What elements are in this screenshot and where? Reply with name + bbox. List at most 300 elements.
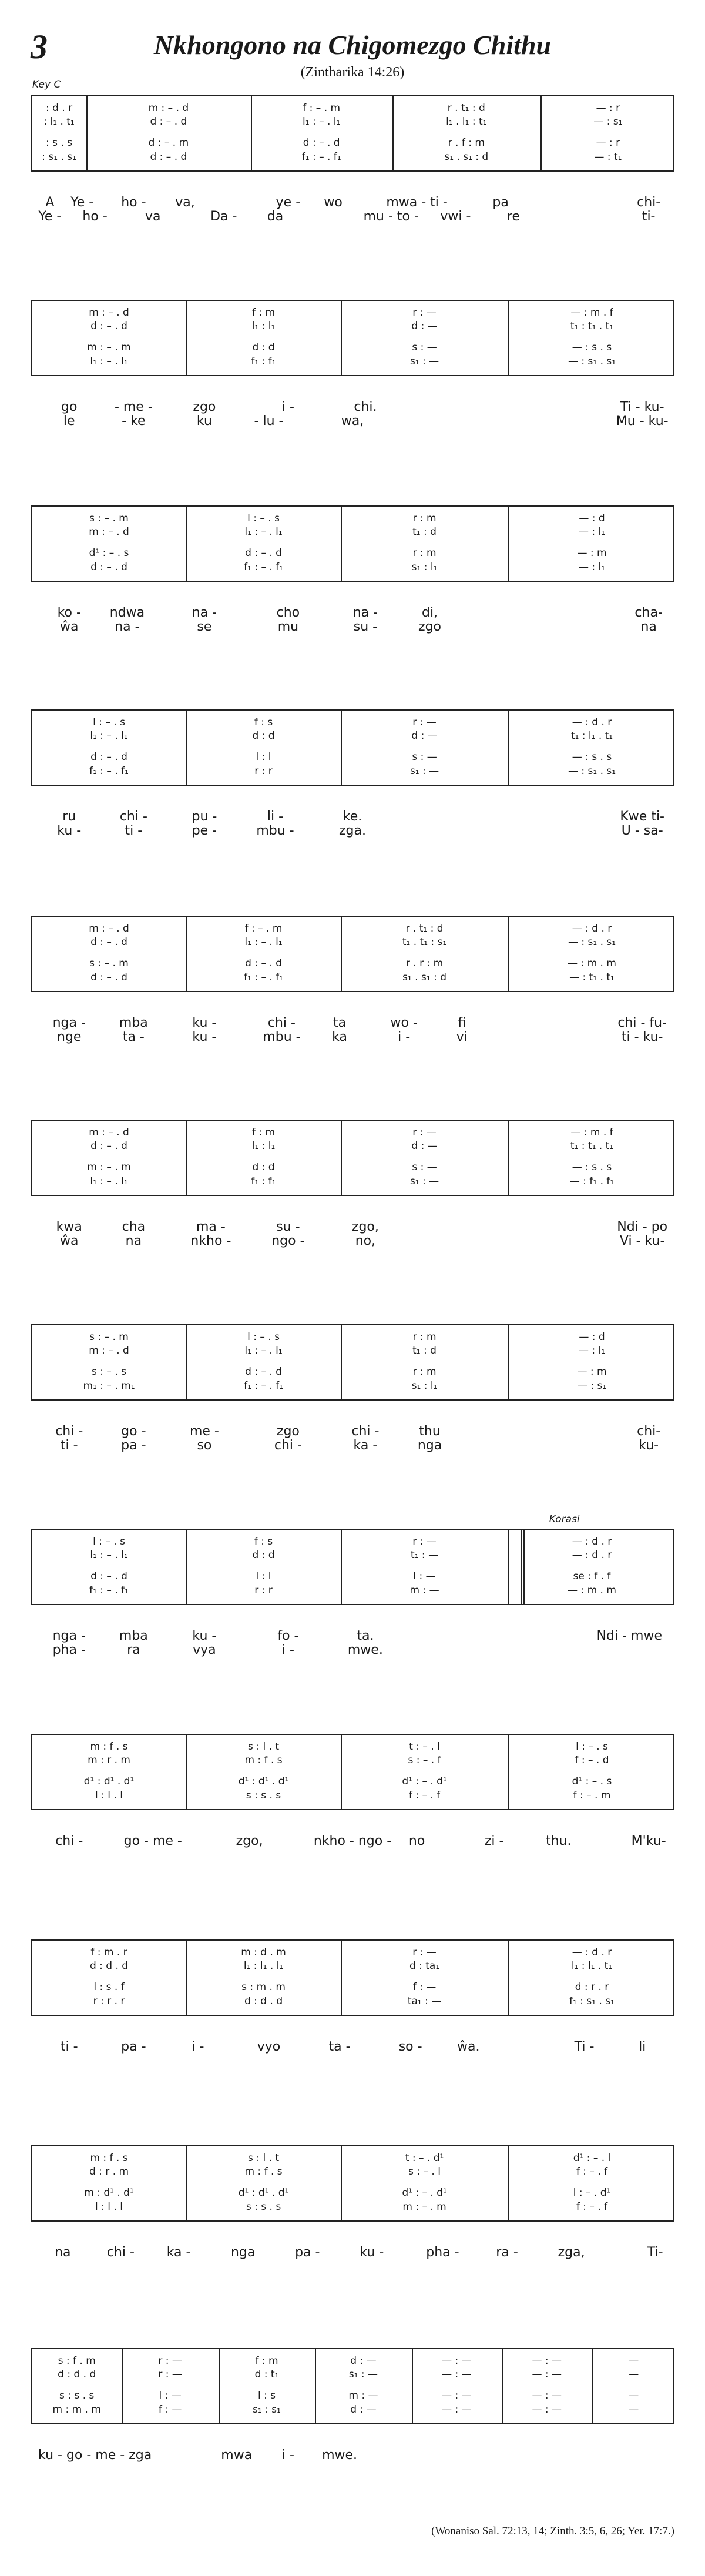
solfa-measure: — : l₁ xyxy=(578,1345,606,1356)
lyric-syllable: mbu - xyxy=(263,1030,301,1044)
solfa-measure: se : f . f xyxy=(573,1570,611,1582)
lyric-syllable: va, xyxy=(175,195,195,210)
lyric-syllable: mu xyxy=(277,619,299,634)
lyric-line xyxy=(31,605,674,621)
voice-part xyxy=(32,1175,673,1188)
solfa-measure: m : m . m xyxy=(52,2404,101,2416)
staff xyxy=(31,1324,674,1401)
voice-part xyxy=(32,1570,673,1583)
solfa-measure: d : d xyxy=(252,341,275,353)
lyric-syllable: chi - xyxy=(106,2245,135,2260)
lyric-syllable: ku - go - me - zga xyxy=(38,2448,152,2463)
voice-part xyxy=(32,751,673,763)
solfa-measure: l : – . s xyxy=(93,716,125,728)
solfa-measure: — : s . s xyxy=(572,341,612,353)
staff xyxy=(31,505,674,582)
lyric-syllable: cho xyxy=(276,605,300,620)
voice-part xyxy=(32,1995,673,2008)
solfa-measure: — : — xyxy=(442,2369,472,2380)
solfa-measure: — : d xyxy=(579,1331,605,1343)
solfa-measure: d : d xyxy=(252,1161,275,1173)
key-signature: Key C xyxy=(32,79,61,91)
lyric-syllable: chi- xyxy=(637,1424,661,1439)
lyric-syllable: fi xyxy=(458,1016,466,1030)
staff xyxy=(31,916,674,992)
solfa-measure: — : d . r xyxy=(572,1549,612,1561)
lyric-syllable: Ti - xyxy=(574,2039,595,2054)
solfa-measure: — : s₁ xyxy=(593,116,623,128)
lyric-syllable: Ye - xyxy=(70,195,94,210)
lyric-line xyxy=(31,1834,674,1849)
lyric-line xyxy=(31,1016,674,1031)
solfa-measure: — : d . r xyxy=(572,1536,612,1547)
solfa-measure: d : – . d xyxy=(150,151,187,163)
lyric-syllable: - me - xyxy=(114,400,153,414)
lyric-syllable: na xyxy=(125,1234,142,1248)
solfa-measure: m : – . d xyxy=(89,526,129,538)
lyric-syllable: wa, xyxy=(341,414,364,428)
voice-part xyxy=(32,1946,673,1959)
solfa-measure: — : s . s xyxy=(572,751,612,763)
solfa-measure: l : l xyxy=(256,1570,271,1582)
lyric-syllable: i - xyxy=(281,400,294,414)
solfa-measure: m : – . d xyxy=(89,1127,129,1138)
solfa-measure: f : m . r xyxy=(90,1947,127,1958)
solfa-measure: s : — xyxy=(412,341,437,353)
lyric-syllable: vya xyxy=(193,1643,216,1657)
solfa-measure: s : s . s xyxy=(246,2201,281,2213)
solfa-measure: f : – . m xyxy=(573,1790,611,1801)
solfa-measure: l : l . l xyxy=(95,2201,123,2213)
lyric-syllable: su - xyxy=(276,1220,300,1234)
voice-part xyxy=(32,136,673,149)
solfa-measure: t₁ . t₁ : s₁ xyxy=(402,936,447,948)
staff xyxy=(31,2348,674,2424)
solfa-measure: — : t₁ xyxy=(594,151,622,163)
solfa-measure: r : r xyxy=(254,765,273,777)
solfa-measure: — xyxy=(629,2355,639,2367)
lyric-syllable: zi - xyxy=(484,1834,504,1848)
solfa-measure: r : m xyxy=(412,512,437,524)
solfa-measure: t₁ : d xyxy=(412,1345,437,1356)
staff xyxy=(31,1734,674,1810)
voice-part xyxy=(32,2152,673,2165)
solfa-measure: f : m xyxy=(252,307,276,319)
solfa-measure: d¹ : d¹ . d¹ xyxy=(238,2187,289,2199)
lyric-syllable: zgo xyxy=(418,619,442,634)
solfa-measure: — : s₁ xyxy=(577,1380,607,1392)
lyric-syllable: chi - xyxy=(55,1424,83,1439)
voice-part xyxy=(32,765,673,778)
solfa-measure: r : — xyxy=(412,716,437,728)
solfa-measure: l : – . s xyxy=(576,1741,608,1753)
solfa-measure: r : m xyxy=(412,1331,437,1343)
voice-part xyxy=(32,1959,673,1972)
lyric-syllable: chi. xyxy=(354,400,377,414)
solfa-measure: : d . r xyxy=(46,102,73,114)
staff xyxy=(31,95,674,172)
lyric-syllable: pha - xyxy=(426,2245,459,2260)
lyric-syllable: Ye - xyxy=(38,209,62,224)
lyric-syllable: mba xyxy=(119,1016,148,1030)
solfa-measure: — : s₁ . s₁ xyxy=(568,936,616,948)
scripture-reference: (Zintharika 14:26) xyxy=(300,65,405,80)
solfa-measure: d : – . d xyxy=(90,936,127,948)
lyric-syllable: mwe. xyxy=(347,1643,383,1657)
lyric-syllable: ngo - xyxy=(271,1234,305,1248)
solfa-measure: d : d . d xyxy=(89,1960,129,1972)
solfa-measure: — : l₁ xyxy=(578,526,606,538)
solfa-measure: r : r . r xyxy=(93,1995,125,2007)
lyric-line xyxy=(31,809,674,825)
lyric-line xyxy=(31,1629,674,1644)
solfa-measure: s : — xyxy=(412,751,437,763)
lyric-syllable: ra xyxy=(127,1643,140,1657)
solfa-measure: : s₁ . s₁ xyxy=(42,151,76,163)
lyric-syllable: ŵa xyxy=(60,619,79,634)
solfa-measure: r . t₁ : d xyxy=(405,923,444,934)
lyric-syllable: ti - xyxy=(125,823,143,838)
solfa-measure: — : m . f xyxy=(570,1127,613,1138)
solfa-measure: f : s xyxy=(254,716,273,728)
lyric-syllable: zgo, xyxy=(351,1220,379,1234)
solfa-measure: — : m xyxy=(577,1366,607,1378)
lyric-syllable: ko - xyxy=(57,605,81,620)
lyric-syllable: di, xyxy=(421,605,438,620)
lyric-syllable: thu xyxy=(419,1424,441,1439)
lyric-syllable: ka - xyxy=(353,1438,378,1453)
solfa-measure: l₁ : – . l₁ xyxy=(244,936,283,948)
lyric-syllable: chi - xyxy=(274,1438,302,1453)
lyric-syllable: no xyxy=(408,1834,425,1848)
lyric-syllable: nga - xyxy=(52,1629,86,1643)
solfa-measure: — : d . r xyxy=(572,716,612,728)
lyric-syllable: li xyxy=(639,2039,646,2054)
solfa-measure: f : – . f xyxy=(408,1790,441,1801)
solfa-measure: d¹ : – . s xyxy=(89,547,129,559)
lyric-syllable: ku - xyxy=(57,823,82,838)
lyric-syllable: ndwa xyxy=(109,605,145,620)
voice-part xyxy=(32,2354,673,2367)
lyric-syllable: ti - xyxy=(60,1438,78,1453)
voice-part xyxy=(32,1981,673,1994)
lyric-syllable: Ti- xyxy=(647,2245,663,2260)
voice-part xyxy=(32,115,673,128)
voice-part xyxy=(32,1365,673,1378)
solfa-measure: r : — xyxy=(412,307,437,319)
solfa-measure: d : — xyxy=(350,2355,377,2367)
solfa-measure: d : d xyxy=(252,730,275,742)
lyric-syllable: zga. xyxy=(339,823,366,838)
solfa-measure: s₁ . s₁ : d xyxy=(444,151,489,163)
solfa-measure: s : – . f xyxy=(408,1754,441,1766)
chorus-label: Korasi xyxy=(549,1513,580,1525)
lyric-syllable: nga xyxy=(230,2245,256,2260)
lyric-syllable: zgo, xyxy=(236,1834,263,1848)
hymn-number: 3 xyxy=(31,28,48,66)
solfa-measure: l : – . s xyxy=(93,1536,125,1547)
solfa-measure: m : f . s xyxy=(90,2152,128,2164)
solfa-measure: s : – . l xyxy=(408,2166,441,2178)
lyric-syllable: - lu - xyxy=(254,414,284,428)
solfa-measure: r : — xyxy=(158,2355,182,2367)
solfa-measure: m : d¹ . d¹ xyxy=(84,2187,134,2199)
lyric-syllable: mbu - xyxy=(256,823,294,838)
lyric-syllable: i - xyxy=(398,1030,411,1044)
lyric-syllable: ti - xyxy=(60,2039,78,2054)
lyric-syllable: nga - xyxy=(52,1016,86,1030)
voice-part xyxy=(32,729,673,742)
lyric-line xyxy=(31,2448,674,2463)
lyric-syllable: ta - xyxy=(328,2039,351,2054)
solfa-measure: d : – . d xyxy=(90,1570,127,1582)
lyric-syllable: wo xyxy=(324,195,343,210)
lyric-syllable: su - xyxy=(353,619,378,634)
lyric-syllable: ku - xyxy=(192,1629,217,1643)
solfa-measure: — : r xyxy=(596,102,620,114)
solfa-measure: d¹ : – . s xyxy=(572,1776,612,1787)
lyric-syllable: so - xyxy=(398,2039,422,2054)
voice-part xyxy=(32,936,673,949)
voice-part xyxy=(32,2403,673,2416)
voice-part xyxy=(32,1740,673,1753)
solfa-measure: r : — xyxy=(158,2369,182,2380)
solfa-measure: m : – . d xyxy=(89,1345,129,1356)
lyric-syllable: le xyxy=(63,414,75,428)
lyric-line xyxy=(31,414,674,429)
solfa-measure: m : — xyxy=(348,2390,378,2401)
solfa-measure: f₁ : f₁ xyxy=(251,1175,276,1187)
lyric-syllable: nkho - ngo - xyxy=(313,1834,392,1848)
lyric-line xyxy=(31,400,674,415)
lyric-line xyxy=(31,209,674,225)
solfa-measure: f₁ : s₁ . s₁ xyxy=(569,1995,615,2007)
lyric-syllable: ŵa xyxy=(60,1234,79,1248)
solfa-measure: d : — xyxy=(411,1140,438,1152)
lyric-syllable: mwe. xyxy=(322,2448,358,2463)
lyric-syllable: thu. xyxy=(545,1834,572,1848)
solfa-measure: l₁ : – . l₁ xyxy=(244,1345,283,1356)
lyric-syllable: me - xyxy=(189,1424,219,1439)
solfa-measure: s₁ : — xyxy=(348,2369,378,2380)
lyric-syllable: cha xyxy=(122,1220,146,1234)
solfa-measure: d : t₁ xyxy=(254,2369,279,2380)
solfa-measure: l₁ : l₁ . l₁ xyxy=(243,1960,284,1972)
lyric-syllable: mba xyxy=(119,1629,148,1643)
solfa-measure: l : s xyxy=(257,2390,276,2401)
solfa-measure: — : — xyxy=(442,2390,472,2401)
lyric-syllable: ke. xyxy=(343,809,362,824)
solfa-measure: f : s xyxy=(254,1536,273,1547)
solfa-measure: d¹ : d¹ . d¹ xyxy=(238,1776,289,1787)
solfa-measure: f : – . m xyxy=(244,923,283,934)
lyric-syllable: zga, xyxy=(558,2245,585,2260)
voice-part xyxy=(32,1754,673,1767)
solfa-measure: l₁ : l₁ xyxy=(251,1140,276,1152)
lyric-syllable: ye - xyxy=(276,195,301,210)
solfa-measure: — : — xyxy=(442,2404,472,2416)
lyric-syllable: chi - xyxy=(267,1016,296,1030)
solfa-measure: — xyxy=(629,2369,639,2380)
solfa-measure: l : s . f xyxy=(93,1981,125,1993)
solfa-measure: r : r xyxy=(254,1585,273,1596)
staff xyxy=(31,1120,674,1196)
lyric-syllable: pe - xyxy=(192,823,217,838)
lyric-syllable: Kwe ti- xyxy=(620,809,664,824)
lyric-syllable: ta xyxy=(333,1016,347,1030)
solfa-measure: s : s . s xyxy=(246,1790,281,1801)
lyric-syllable: zgo xyxy=(276,1424,300,1439)
solfa-measure: d¹ : – . d¹ xyxy=(402,1776,447,1787)
lyric-syllable: na - xyxy=(192,605,217,620)
solfa-measure: r . t₁ : d xyxy=(447,102,485,114)
lyric-line xyxy=(31,1234,674,1249)
solfa-measure: m : d . m xyxy=(241,1947,286,1958)
solfa-measure: f : – . f xyxy=(576,2201,608,2213)
lyric-syllable: na xyxy=(55,2245,71,2260)
lyric-syllable: na xyxy=(640,619,657,634)
lyric-syllable: pu - xyxy=(192,809,217,824)
voice-part xyxy=(32,341,673,354)
solfa-measure: l : – . d¹ xyxy=(573,2187,611,2199)
lyric-syllable: ŵa. xyxy=(457,2039,480,2054)
lyric-syllable: vwi - xyxy=(440,209,471,224)
solfa-measure: m : f . s xyxy=(90,1741,128,1753)
solfa-measure: — : — xyxy=(532,2355,562,2367)
lyric-syllable: ru xyxy=(62,809,76,824)
solfa-measure: d : – . d xyxy=(90,751,127,763)
solfa-measure: s : – . m xyxy=(89,1331,129,1343)
lyric-syllable: vyo xyxy=(257,2039,281,2054)
solfa-measure: d : – . d xyxy=(150,116,187,128)
solfa-measure: r : — xyxy=(412,1127,437,1138)
solfa-measure: — : m xyxy=(577,547,607,559)
solfa-measure: d : – . m xyxy=(148,137,189,149)
lyric-syllable: ho - xyxy=(82,209,108,224)
lyric-syllable: nkho - xyxy=(190,1234,231,1248)
lyric-syllable: ho - xyxy=(121,195,146,210)
solfa-measure: — : s . s xyxy=(572,1161,612,1173)
solfa-measure: m : f . s xyxy=(244,1754,283,1766)
solfa-measure: s₁ : — xyxy=(409,765,439,777)
solfa-measure: r . r : m xyxy=(405,957,444,969)
solfa-measure: — : r xyxy=(596,137,620,149)
lyric-syllable: se xyxy=(197,619,212,634)
lyric-syllable: ku - xyxy=(192,1030,217,1044)
lyric-syllable: go - me - xyxy=(123,1834,182,1848)
solfa-measure: d : – . d xyxy=(303,137,340,149)
solfa-measure: d : r . m xyxy=(89,2166,129,2178)
solfa-measure: l : l xyxy=(256,751,271,763)
lyric-syllable: mu - to - xyxy=(363,209,419,224)
lyric-line xyxy=(31,1643,674,1658)
solfa-measure: d¹ : – . l xyxy=(573,2152,611,2164)
solfa-measure: s : m . m xyxy=(241,1981,286,1993)
solfa-measure: m : – . d xyxy=(89,307,129,319)
voice-part xyxy=(32,1140,673,1153)
lyric-syllable: ta - xyxy=(122,1030,145,1044)
lyric-line xyxy=(31,823,674,839)
voice-part xyxy=(32,1775,673,1788)
lyric-syllable: va xyxy=(145,209,161,224)
solfa-measure: — : t₁ . t₁ xyxy=(569,972,615,983)
lyric-syllable: Da - xyxy=(210,209,237,224)
lyric-syllable: pa - xyxy=(121,1438,146,1453)
solfa-measure: f : m xyxy=(255,2355,278,2367)
solfa-measure: — : s₁ . s₁ xyxy=(568,765,616,777)
solfa-measure: t₁ : d xyxy=(412,526,437,538)
staff xyxy=(31,1939,674,2016)
lyric-line xyxy=(31,2039,674,2055)
solfa-measure: l₁ : – . l₁ xyxy=(90,1175,128,1187)
voice-part xyxy=(32,1126,673,1139)
solfa-measure: — : — xyxy=(532,2390,562,2401)
solfa-measure: d : – . d xyxy=(245,547,282,559)
lyric-syllable: Mu - ku- xyxy=(616,414,669,428)
lyric-syllable: nge xyxy=(57,1030,82,1044)
lyric-syllable: da xyxy=(267,209,284,224)
solfa-measure: — xyxy=(629,2404,639,2416)
lyric-syllable: re xyxy=(506,209,521,224)
lyric-syllable: fo - xyxy=(277,1629,299,1643)
solfa-measure: — : m . m xyxy=(568,957,616,969)
solfa-measure: d : – . d xyxy=(90,1140,127,1152)
solfa-measure: f : – . f xyxy=(576,2166,608,2178)
voice-part xyxy=(32,320,673,333)
solfa-measure: t₁ : t₁ . t₁ xyxy=(570,320,614,332)
voice-part xyxy=(32,2200,673,2213)
solfa-measure: d : — xyxy=(411,320,438,332)
solfa-measure: d : d xyxy=(252,1549,275,1561)
solfa-measure: s : — xyxy=(412,1161,437,1173)
solfa-measure: r . f : m xyxy=(448,137,485,149)
solfa-measure: m : – . m xyxy=(402,2201,446,2213)
solfa-measure: — : m . f xyxy=(570,307,613,319)
voice-part xyxy=(32,306,673,319)
voice-part xyxy=(32,2368,673,2381)
lyric-syllable: Ti - ku- xyxy=(620,400,664,414)
staff xyxy=(31,2145,674,2222)
voice-part xyxy=(32,561,673,574)
solfa-measure: s : – . m xyxy=(89,512,129,524)
solfa-measure: s₁ . s₁ : d xyxy=(402,972,446,983)
solfa-measure: — : — xyxy=(532,2404,562,2416)
voice-part xyxy=(32,102,673,115)
lyric-syllable: kwa xyxy=(56,1220,82,1234)
solfa-measure: d¹ : d¹ . d¹ xyxy=(83,1776,135,1787)
solfa-measure: m : f . s xyxy=(244,2166,283,2178)
solfa-measure: s₁ : l₁ xyxy=(411,561,438,573)
solfa-measure: s₁ : l₁ xyxy=(411,1380,438,1392)
lyric-syllable: ku - xyxy=(192,1016,217,1030)
lyric-syllable: ta. xyxy=(357,1629,374,1643)
lyric-syllable: pa - xyxy=(121,2039,146,2054)
voice-part xyxy=(32,150,673,163)
voice-part xyxy=(32,1789,673,1802)
voice-part xyxy=(32,1344,673,1357)
solfa-measure: d : d . d xyxy=(244,1995,283,2007)
solfa-measure: d : – . d xyxy=(90,320,127,332)
solfa-measure: : l₁ . t₁ xyxy=(43,116,75,128)
lyric-syllable: ka - xyxy=(166,2245,191,2260)
solfa-measure: l : — xyxy=(413,1570,436,1582)
lyric-syllable: i - xyxy=(281,2448,294,2463)
lyric-syllable: chi - xyxy=(55,1834,83,1848)
solfa-measure: d : – . d xyxy=(90,561,127,573)
solfa-measure: d : – . d xyxy=(245,1366,282,1378)
lyric-syllable: na - xyxy=(352,605,378,620)
lyric-syllable: ti - ku- xyxy=(621,1030,663,1044)
